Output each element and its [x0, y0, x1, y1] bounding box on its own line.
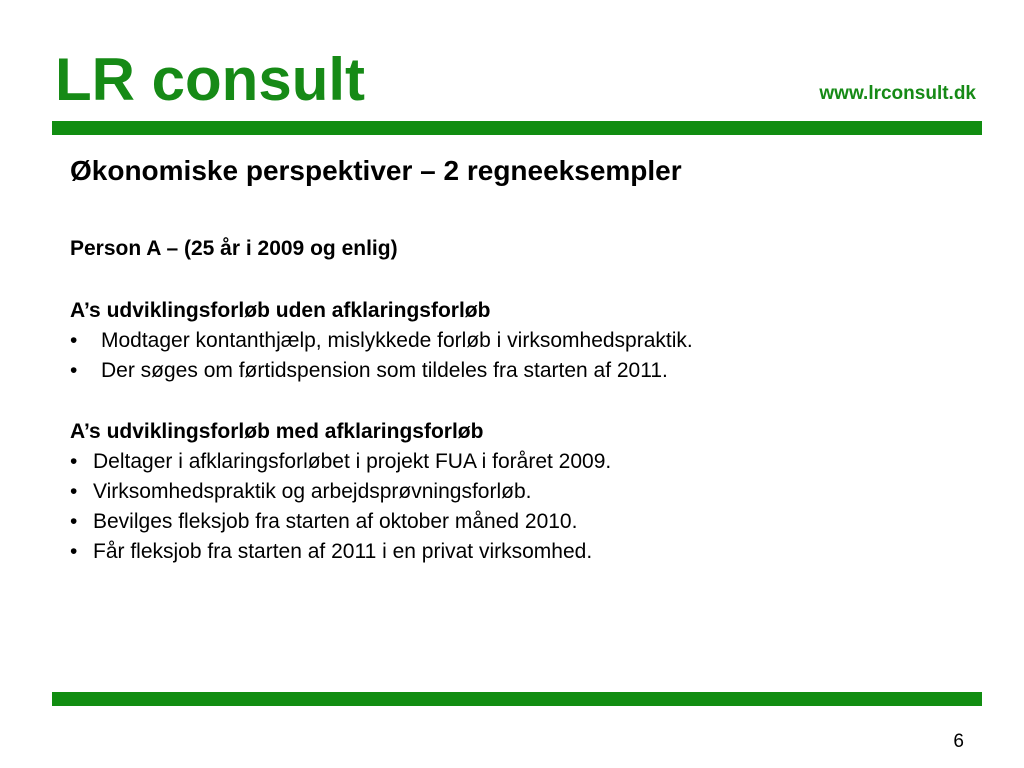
website-url: www.lrconsult.dk [819, 83, 976, 104]
list-item-text: Virksomhedspraktik og arbejdsprøvningsforløb. [93, 480, 532, 503]
bullet-icon: • [70, 359, 78, 382]
section-heading-with: A’s udviklingsforløb med afklaringsforløb [70, 420, 484, 443]
list-item-text: Bevilges fleksjob fra starten af oktober måned 2010. [93, 510, 578, 533]
slide-title: Økonomiske perspektiver – 2 regneeksempler [70, 155, 682, 186]
brand-logo-text: LR consult [55, 46, 365, 113]
list-item [70, 447, 970, 477]
page-number: 6 [953, 731, 964, 752]
list-item [70, 477, 970, 507]
bullet-icon: • [70, 540, 78, 563]
section-spacer [70, 386, 970, 417]
bullet-list-with [70, 447, 970, 567]
bullet-icon: • [70, 510, 78, 533]
top-divider [52, 121, 982, 135]
section-heading-without: A’s udviklingsforløb uden afklaringsforløb [70, 299, 491, 322]
bullet-icon: • [70, 480, 78, 503]
bullet-list-without [70, 326, 970, 386]
list-item [70, 326, 970, 356]
list-item-text: Der søges om førtidspension som tildeles fra starten af 2011. [101, 359, 668, 382]
slide-content [70, 152, 970, 567]
person-heading: Person A – (25 år i 2009 og enlig) [70, 237, 398, 260]
bullet-icon: • [70, 450, 78, 473]
bottom-divider [52, 692, 982, 706]
bullet-icon: • [70, 329, 78, 352]
list-item-text: Deltager i afklaringsforløbet i projekt FUA i foråret 2009. [93, 450, 612, 473]
list-item [70, 356, 970, 386]
list-item-text: Får fleksjob fra starten af 2011 i en privat virksomhed. [93, 540, 593, 563]
list-item-text: Modtager kontanthjælp, mislykkede forløb i virksomhedspraktik. [101, 329, 693, 352]
list-item [70, 537, 970, 567]
list-item [70, 507, 970, 537]
